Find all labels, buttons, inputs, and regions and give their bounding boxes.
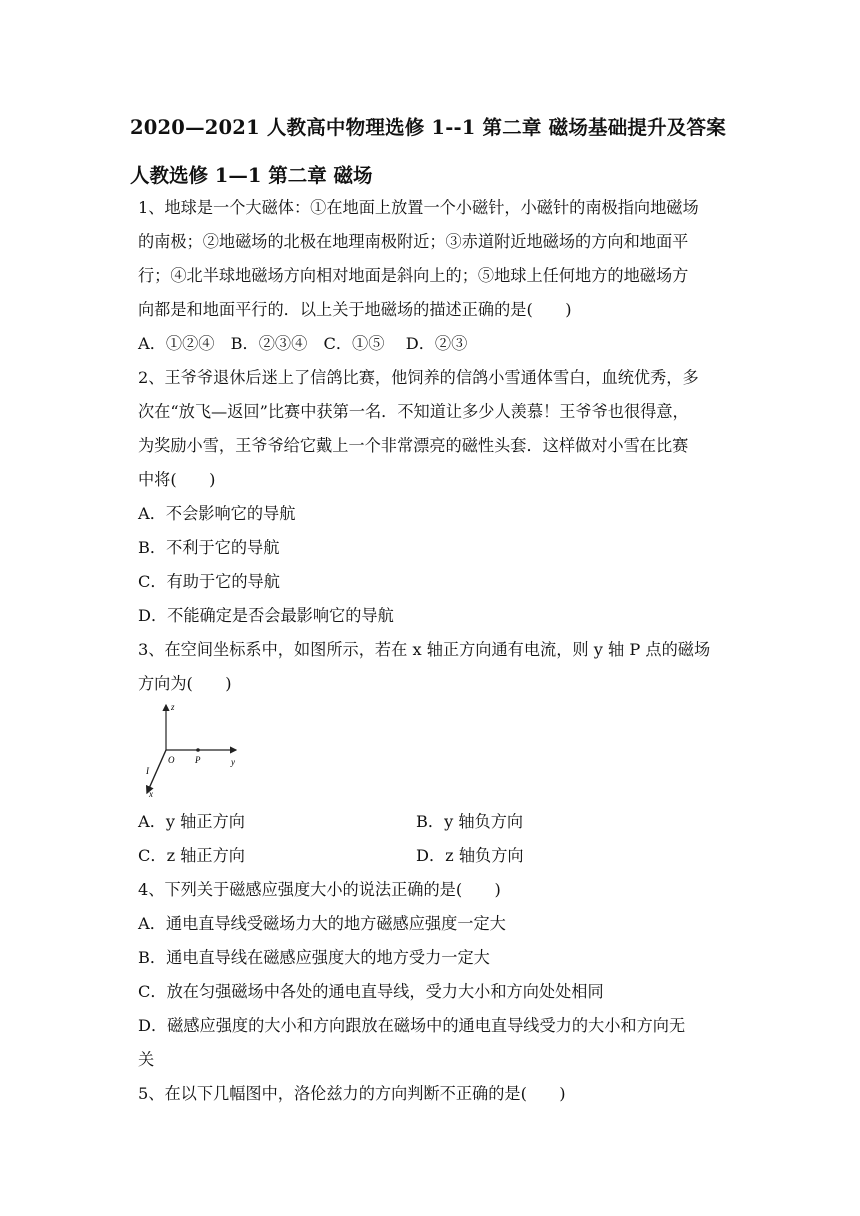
q2-option-c: C．有助于它的导航: [138, 572, 280, 591]
q3-option-d: D．z 轴负方向: [416, 846, 524, 865]
q4-line-1: 4、下列关于磁感应强度大小的说法正确的是( ): [138, 880, 501, 899]
q2-option-a: A．不会影响它的导航: [138, 504, 296, 523]
p-label: P: [195, 755, 201, 765]
q2-line-1: 2、王爷爷退休后迷上了信鸽比赛，他饲养的信鸽小雪通体雪白，血统优秀，多: [138, 368, 699, 387]
q2-option-b: B．不利于它的导航: [138, 538, 280, 557]
q4-option-c: C．放在匀强磁场中各处的通电直导线，受力大小和方向处处相同: [138, 982, 604, 1001]
coordinate-system-figure: [138, 700, 248, 800]
chapter-subtitle: 人教选修 1—1 第二章 磁场: [130, 164, 373, 187]
y-label: y: [231, 757, 235, 767]
q1-line-1: 1、地球是一个大磁体：①在地面上放置一个小磁针，小磁针的南极指向地磁场: [138, 198, 699, 217]
q2-line-4: 中将( ): [138, 470, 216, 489]
q1-line-2: 的南极；②地磁场的北极在地理南极附近；③赤道附近地磁场的方向和地面平: [138, 232, 689, 251]
q1-options: A．①②④ B．②③④ C．①⑤ D．②③: [138, 334, 468, 353]
q1-line-4: 向都是和地面平行的．以上关于地磁场的描述正确的是( ): [138, 300, 572, 319]
q4-option-d-continued: 关: [138, 1050, 155, 1069]
q2-line-2: 次在“放飞—返回”比赛中获第一名．不知道让多少人羡慕！王爷爷也很得意，: [138, 402, 689, 421]
q3-line-1: 3、在空间坐标系中，如图所示，若在 x 轴正方向通有电流，则 y 轴 P 点的磁场: [138, 640, 711, 659]
q3-option-c: C．z 轴正方向: [138, 846, 245, 865]
q4-option-d: D．磁感应强度的大小和方向跟放在磁场中的通电直导线受力的大小和方向无: [138, 1016, 686, 1035]
origin-label: O: [168, 755, 175, 765]
q3-line-2: 方向为( ): [138, 674, 232, 693]
q5-line-1: 5、在以下几幅图中，洛伦兹力的方向判断不正确的是( ): [138, 1084, 566, 1103]
q2-option-d: D．不能确定是否会最影响它的导航: [138, 606, 394, 625]
x-axis-current: [147, 750, 166, 793]
current-label: I: [146, 766, 149, 776]
q4-option-a: A．通电直导线受磁场力大的地方磁感应强度一定大: [138, 914, 506, 933]
q3-option-a: A．y 轴正方向: [138, 812, 245, 831]
q1-line-3: 行；④北半球地磁场方向相对地面是斜向上的；⑤地球上任何地方的地磁场方: [138, 266, 689, 285]
document-title: 2020—2021 人教高中物理选修 1--1 第二章 磁场基础提升及答案: [130, 116, 726, 139]
q2-line-3: 为奖励小雪，王爷爷给它戴上一个非常漂亮的磁性头套．这样做对小雪在比赛: [138, 436, 689, 455]
point-p: [196, 748, 200, 752]
z-label: z: [171, 702, 175, 712]
x-label: x: [149, 789, 153, 799]
q4-option-b: B．通电直导线在磁感应强度大的地方受力一定大: [138, 948, 490, 967]
q3-option-b: B．y 轴负方向: [416, 812, 524, 831]
